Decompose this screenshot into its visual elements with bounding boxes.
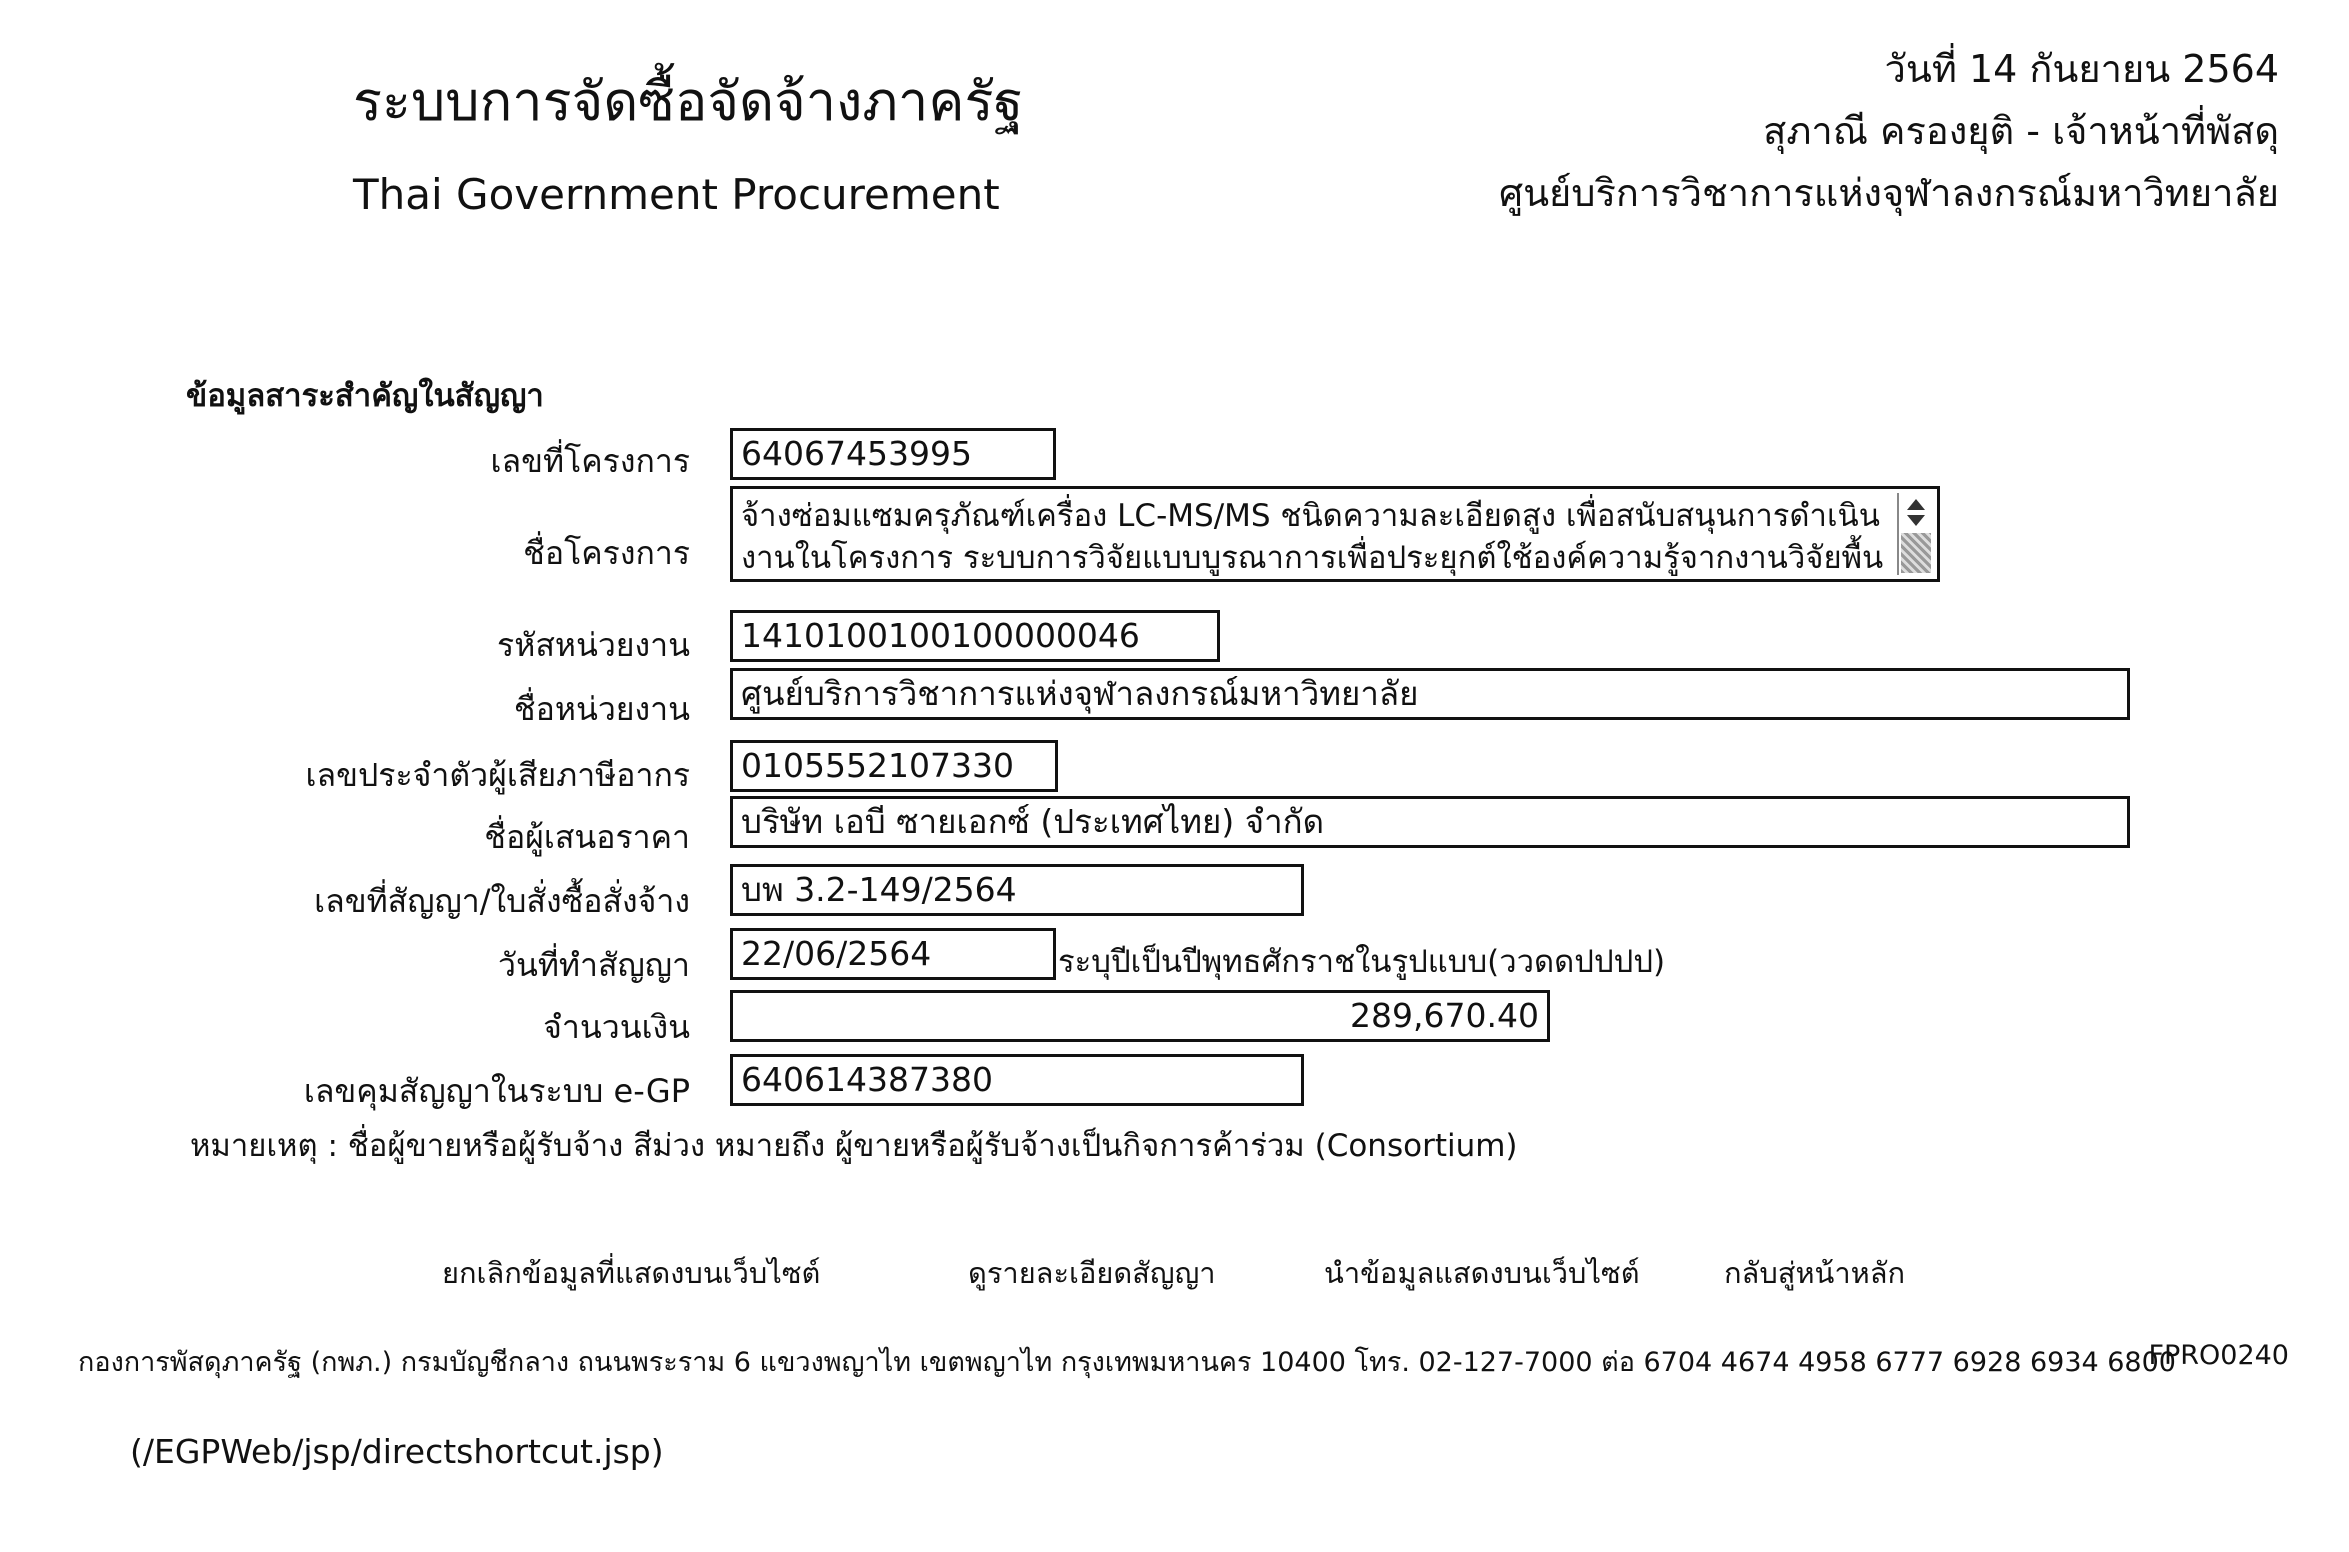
page-title-english: Thai Government Procurement — [353, 170, 1000, 219]
unit-name-label: ชื่อหน่วยงาน — [513, 690, 690, 728]
scroll-down-icon[interactable] — [1907, 515, 1925, 526]
page-path: (/EGPWeb/jsp/directshortcut.jsp) — [130, 1432, 664, 1471]
unit-code-field[interactable]: 1410100100100000046 — [730, 610, 1220, 662]
amount-field[interactable]: 289,670.40 — [730, 990, 1550, 1042]
bidder-field[interactable]: บริษัท เอบี ซายเอกซ์ (ประเทศไทย) จำกัด — [730, 796, 2130, 848]
textarea-scrollbar[interactable] — [1897, 493, 1933, 575]
project-no-label: เลขที่โครงการ — [490, 442, 690, 480]
footer-address: กองการพัสดุภาครัฐ (กพภ.) กรมบัญชีกลาง ถนนพระราม 6 แขวงพญาไท เขตพญาไท กรุงเทพมหานคร 10400 โทร. 02-127-7000 ต่อ 6704 4674 4958 6777 6928 6934 6800 — [78, 1347, 2176, 1378]
tax-id-label: เลขประจำตัวผู้เสียภาษีอากร — [305, 756, 690, 794]
unit-name-field[interactable]: ศูนย์บริการวิชาการแห่งจุฬาลงกรณ์มหาวิทยาลัย — [730, 668, 2130, 720]
egp-no-field[interactable]: 640614387380 — [730, 1054, 1304, 1106]
consortium-note: หมายเหตุ : ชื่อผู้ขายหรือผู้รับจ้าง สีม่วง หมายถึง ผู้ขายหรือผู้รับจ้างเป็นกิจการค้าร่วม (Consortium) — [190, 1128, 1518, 1164]
contract-date-field[interactable]: 22/06/2564 — [730, 928, 1056, 980]
contract-date-hint: ระบุปีเป็นปีพุทธศักราชในรูปแบบ(ววดดปปปป) — [1058, 944, 1666, 980]
project-name-line-1: จ้างซ่อมแซมครุภัณฑ์เครื่อง LC-MS/MS ชนิดความละเอียดสูง เพื่อสนับสนุนการดำเนิน — [741, 498, 1880, 534]
tax-id-field[interactable]: 0105552107330 — [730, 740, 1058, 792]
header-user: สุภาณี ครองยุติ - เจ้าหน้าที่พัสดุ — [1763, 109, 2279, 153]
page-title-thai: ระบบการจัดซื้อจัดจ้างภาครัฐ — [353, 70, 1024, 133]
publish-website-data-link[interactable]: นำข้อมูลแสดงบนเว็บไซต์ — [1324, 1256, 1640, 1290]
contract-date-label: วันที่ทำสัญญา — [497, 946, 690, 984]
project-name-label: ชื่อโครงการ — [523, 534, 690, 572]
header-date: วันที่ 14 กันยายน 2564 — [1884, 47, 2279, 91]
bidder-label: ชื่อผู้เสนอราคา — [484, 818, 690, 856]
contract-no-field[interactable]: บพ 3.2-149/2564 — [730, 864, 1304, 916]
unit-code-label: รหัสหน่วยงาน — [497, 626, 690, 664]
cancel-website-data-link[interactable]: ยกเลิกข้อมูลที่แสดงบนเว็บไซต์ — [442, 1256, 821, 1290]
page-code: FPRO0240 — [2148, 1340, 2289, 1371]
project-no-field[interactable]: 64067453995 — [730, 428, 1056, 480]
header-organization: ศูนย์บริการวิชาการแห่งจุฬาลงกรณ์มหาวิทยาลัย — [1498, 171, 2279, 215]
scroll-up-icon[interactable] — [1907, 499, 1925, 510]
scroll-thumb[interactable] — [1901, 533, 1931, 573]
section-title: ข้อมูลสาระสำคัญในสัญญา — [186, 378, 544, 414]
view-contract-details-link[interactable]: ดูรายละเอียดสัญญา — [968, 1256, 1216, 1290]
amount-label: จำนวนเงิน — [543, 1008, 690, 1046]
project-name-line-2: งานในโครงการ ระบบการวิจัยแบบบูรณาการเพื่อประยุกต์ใช้องค์ความรู้จากงานวิจัยพื้น — [741, 540, 1884, 576]
egp-no-label: เลขคุมสัญญาในระบบ e-GP — [303, 1072, 690, 1110]
back-to-home-link[interactable]: กลับสู่หน้าหลัก — [1724, 1256, 1906, 1290]
project-name-textarea[interactable] — [730, 486, 1940, 582]
contract-no-label: เลขที่สัญญา/ใบสั่งซื้อสั่งจ้าง — [314, 882, 690, 920]
